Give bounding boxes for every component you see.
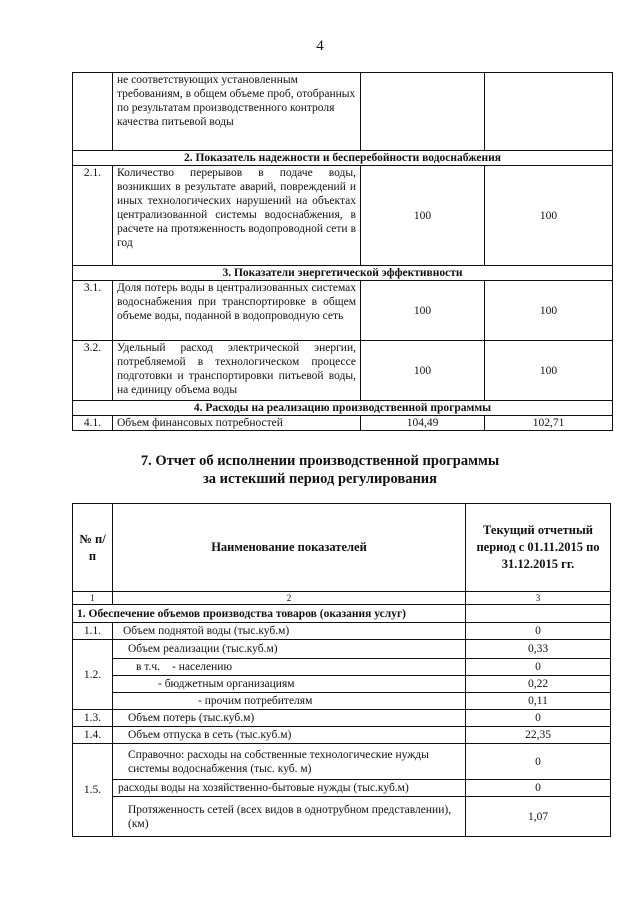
table-row — [73, 693, 611, 710]
indicator-name: Справочно: расходы на собственные технологические нужды системы водоснабжения (тыс. куб. м) — [113, 744, 466, 780]
header-name: Наименование показателей — [113, 504, 466, 592]
table-row — [73, 416, 613, 431]
section-title: 2. Показатель надежности и бесперебойности водоснабжения — [73, 151, 613, 166]
section-title: 1. Обеспечение объемов производства товаров (оказания услуг) — [73, 605, 466, 623]
indicator-value: 0 — [466, 780, 611, 797]
indicators-table — [72, 72, 613, 431]
header-number: № п/п — [73, 504, 113, 592]
header-period: Текущий отчетный период с 01.11.2015 по 31.12.2015 гг. — [466, 504, 611, 592]
section-row — [73, 605, 611, 623]
table-row — [73, 623, 611, 640]
row-number: 1.3. — [73, 710, 113, 727]
table-row — [73, 797, 611, 837]
indicator-name: - бюджетным организациям — [113, 676, 466, 693]
table-row — [73, 640, 611, 659]
table-row — [73, 281, 613, 341]
indicator-name: Протяженность сетей (всех видов в однотрубном представлении), (км) — [113, 797, 466, 837]
indicator-value: 1,07 — [466, 797, 611, 837]
indicator-value: 0,11 — [466, 693, 611, 710]
table-row — [73, 780, 611, 797]
indicator-name: Объем отпуска в сеть (тыс.куб.м) — [113, 727, 466, 744]
table-row — [73, 744, 611, 780]
row-number: 4.1. — [73, 416, 113, 431]
indicator-name: Количество перерывов в подаче воды, возникших в результате аварий, повреждений и иных технологических нарушений на объектах централизованной системы водоснабжения, в расчете на протяженность водопроводной сети в год — [113, 166, 361, 266]
indicator-value: 0 — [466, 744, 611, 780]
value-plan — [361, 73, 485, 151]
table-row — [73, 710, 611, 727]
value-plan: 100 — [361, 166, 485, 266]
column-number: 1 — [73, 592, 113, 605]
section-title: 3. Показатели энергетической эффективности — [73, 266, 613, 281]
indicator-name: не соответствующих установленным требованиям, в общем объеме проб, отобранных по результатам производственного контроля качества питьевой воды — [113, 73, 361, 151]
indicator-name: Объем реализации (тыс.куб.м) — [113, 640, 466, 659]
indicator-value: 22,35 — [466, 727, 611, 744]
indicator-name: - прочим потребителям — [113, 693, 466, 710]
indicator-name: Объем поднятой воды (тыс.куб.м) — [113, 623, 466, 640]
section-heading — [0, 452, 640, 488]
indicator-name: - населению — [172, 661, 233, 673]
indicator-value: 0,33 — [466, 640, 611, 659]
value-fact: 100 — [485, 281, 613, 341]
column-number: 3 — [466, 592, 611, 605]
section-row — [73, 401, 613, 416]
row-number: 1.5. — [73, 744, 113, 837]
section-heading-line: 7. Отчет об исполнении производственной программы — [140, 453, 500, 469]
table-row — [73, 341, 613, 401]
row-number: 1.1. — [73, 623, 113, 640]
table-row — [73, 166, 613, 266]
page-number: 4 — [316, 38, 324, 54]
indicator-name: расходы воды на хозяйственно-бытовые нужды (тыс.куб.м) — [113, 780, 466, 797]
value-fact — [485, 73, 613, 151]
indicator-name: Объем потерь (тыс.куб.м) — [113, 710, 466, 727]
section-row — [73, 266, 613, 281]
table-row — [73, 73, 613, 151]
indicator-value: 0 — [466, 659, 611, 676]
value-fact: 100 — [485, 341, 613, 401]
section-title: 4. Расходы на реализацию производственной программы — [73, 401, 613, 416]
indicator-prefix: в т.ч. — [136, 661, 160, 673]
value-plan: 100 — [361, 281, 485, 341]
section-heading-line: за истекший период регулирования — [202, 471, 438, 487]
row-number: 2.1. — [73, 166, 113, 266]
value-plan: 100 — [361, 341, 485, 401]
value-fact: 100 — [485, 166, 613, 266]
column-number-row — [73, 592, 611, 605]
value-fact: 102,71 — [485, 416, 613, 431]
indicator-value: 0,22 — [466, 676, 611, 693]
row-number: 1.4. — [73, 727, 113, 744]
column-number: 2 — [113, 592, 466, 605]
header-row — [73, 504, 611, 592]
report-table — [72, 503, 611, 837]
indicator-name: Объем финансовых потребностей — [113, 416, 361, 431]
table-row — [73, 659, 611, 676]
table-row — [73, 727, 611, 744]
row-number: 3.1. — [73, 281, 113, 341]
value-plan: 104,49 — [361, 416, 485, 431]
indicator-value: 0 — [466, 710, 611, 727]
row-number — [73, 73, 113, 151]
indicator-value: 0 — [466, 623, 611, 640]
table-row — [73, 676, 611, 693]
section-row — [73, 151, 613, 166]
row-number: 3.2. — [73, 341, 113, 401]
row-number: 1.2. — [73, 640, 113, 710]
indicator-name: Доля потерь воды в централизованных системах водоснабжения при транспортировке в общем объеме воды, поданной в водопроводную сеть — [113, 281, 361, 341]
indicator-name: Удельный расход электрической энергии, потребляемой в технологическом процессе подготовки и транспортировки питьевой воды, на единицу объема воды — [113, 341, 361, 401]
